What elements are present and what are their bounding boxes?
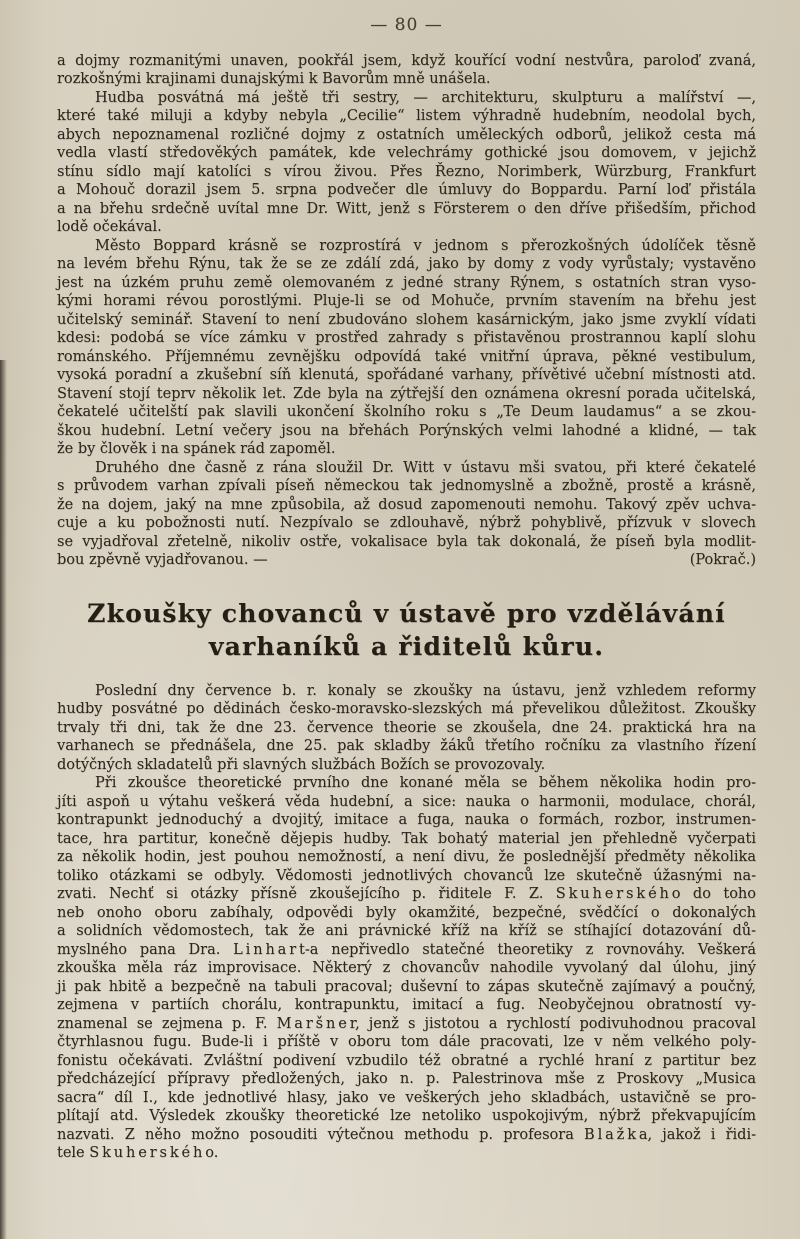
- text-line: na levém břehu Rýnu, tak že se ze zdálí zdá, jako by domy z vody vyrůstaly; vystavěno: [57, 256, 756, 272]
- text-line: vysoká poradní a zkušební síň klenutá, spořádané varhany, přívětivé učební místnosti atd.: [57, 367, 756, 383]
- article-title-line-2: varhaníků a řiditelů kůru.: [208, 631, 605, 661]
- text-line: a na břehu srdečně uvítal mne Dr. Witt, jenž s Försterem o den dříve přišedším, přichod: [57, 200, 756, 217]
- text-line: učitelský seminář. Stavení to není zbudováno slohem kasárnickým, jako jsme zvyklí vídati: [57, 311, 756, 328]
- text-line: Stavení stojí teprv několik let. Zde byla na zýtřejší den oznámena okresní porada učitelská,: [57, 385, 756, 402]
- text-line: ji pak hbitě a bezpečně na tabuli pracoval; duševní to zápas skutečně zajímavý a poučný,: [57, 978, 756, 995]
- text-line: fonistu očekávati. Zvláštní podivení vzbudilo též obratné a rychlé hraní z partitur bez: [57, 1052, 756, 1069]
- text-line: Hudba posvátná má ještě tři sestry, — architekturu, skulpturu a malířství —,: [95, 89, 756, 106]
- paragraph-continuation-opening: [57, 52, 756, 89]
- text-line: které také miluji a kdyby nebyla „Cecilie“ listem výhradně hudebním, neodolal bych,: [57, 108, 756, 124]
- text-line: sacra“ díl I., kde jednotlivé hlasy, jako ve veškerých jeho skladbách, ustavičně se pro-: [57, 1089, 756, 1106]
- text-line: dotýčných skladatelů při slavných službách Božích se provozovaly.: [57, 756, 546, 773]
- page-number: — 80 —: [370, 15, 443, 35]
- text-line: že na dojem, jaký na mne způsobila, až dosud zapomenouti nemohu. Takový zpěv uchva-: [57, 496, 756, 513]
- text-line: jest na úzkém pruhu země olemovaném z jedné strany Rýnem, s ostatních stran vyso-: [57, 274, 756, 291]
- text-line: předcházející přípravy předložených, jako n. p. Palestrinova mše z Proskovy „Musica: [57, 1071, 756, 1087]
- article-title-line-1: Zkoušky chovanců v ústavě pro vzdělávání: [87, 598, 726, 628]
- text-line: čekatelé učitelští pak slavili ukončení školního roku s „Te Deum laudamus“ a se zkou-: [57, 404, 756, 420]
- text-line: že by člověk i na spánek rád zapoměl.: [57, 441, 336, 457]
- text-line: trvaly tři dni, tak že dne 23. července theorie se zkoušela, dne 24. praktická hra na: [57, 719, 756, 736]
- text-line: čtyrhlasnou fugu. Bude-li i příště v oboru tom dále pracovati, lze v něm velkého poly-: [57, 1034, 756, 1050]
- paragraph-mesto-boppard: [57, 237, 756, 459]
- paragraph-hudba-posvatna: [57, 89, 756, 237]
- article-title: [57, 597, 756, 663]
- text-line: varhanech se přednášela, dne 25. pak skladby žáků třetího ročníku za vlastního řízení: [57, 738, 756, 754]
- text-line: hudby posvátné po dědinách česko-moravsko-slezských má převelikou důležitost. Zkoušky: [57, 701, 756, 717]
- text-line: a dojmy rozmanitými unaven, pookřál jsem, když kouřící vodní nestvůra, paroloď zvaná,: [57, 52, 756, 69]
- text-line: toliko otázkami se odbyly. Vědomosti jednotlivých chovanců lze skutečně úžasnými na-: [57, 867, 756, 884]
- continuation-mark: (Pokrač.): [689, 552, 756, 568]
- text-line: stínu sídlo mají katolíci s vírou živou. Přes Řezno, Norimberk, Würzburg, Frankfurt: [57, 163, 756, 180]
- text-line: tace, hra partitur, konečně dějepis hudby. Tak bohatý material jen přehledně vyčerpati: [57, 830, 756, 847]
- paragraph-final-line: [57, 551, 756, 570]
- text-line: bou zpěvně vyjadřovanou. —: [57, 552, 268, 568]
- text-line: plítají atd. Výsledek zkoušky theoretické lze netoliko uspokojivým, nýbrž překvapujícím: [57, 1108, 756, 1124]
- text-line: tele S k u h e r s k é h o.: [57, 1145, 219, 1161]
- text-line: románského. Příjemnému zevnějšku odpovídá také vnitřní úprava, pěkné vestibulum,: [57, 348, 756, 365]
- text-line: abych nepoznamenal rozličné dojmy z ostatních uměleckých odborů, jelikož cesta má: [57, 126, 756, 143]
- text-line: zejmena v partiích chorálu, kontrapunktu, imitací a fug. Neobyčejnou obratností vy-: [57, 997, 756, 1013]
- text-line: Město Boppard krásně se rozprostírá v jednom s přerozkošných údolíček těsně: [95, 237, 756, 254]
- text-line: zvati. Nechť si otázky přísně zkoušejícího p. řiditele F. Z. S k u h e r s k é h o do toho: [57, 886, 756, 902]
- text-line: s průvodem varhan zpívali píseň německou tak jednomyslně a zbožně, prostě a krásně,: [57, 478, 756, 494]
- text-line: zkouška měla ráz improvisace. Některý z chovancův nahodile vyvolaný dal úlohu, jiný: [57, 960, 756, 976]
- text-line: Poslední dny července b. r. konaly se zkoušky na ústavu, jenž vzhledem reformy: [95, 682, 756, 699]
- text-line: za několik hodin, jest pouhou nemožností, a není divu, že poslednější předměty několika: [57, 849, 756, 865]
- text-line: lodě očekával.: [57, 219, 162, 235]
- text-line: cuje a ku pobožnosti nutí. Nezpívalo se zdlouhavě, nýbrž pohyblivě, přízvuk v slovech: [57, 515, 756, 531]
- text-line: neb onoho oboru zabíhaly, odpovědi byly okamžité, bezpečné, svědčící o dokonalých: [57, 904, 756, 921]
- paragraph-posledni-dny: [57, 682, 756, 775]
- text-line: Při zkoušce theoretické prvního dne konané měla se během několika hodin pro-: [95, 775, 756, 791]
- paragraph-pri-zkousce: [57, 774, 756, 1163]
- text-line: škou hudební. Letní večery jsou na břehách Porýnských velmi lahodné a klidné, — tak: [57, 422, 756, 439]
- text-line: nazvati. Z něho možno posouditi výtečnou methodu p. profesora B l a ž k a, jakož i řidi-: [57, 1126, 756, 1143]
- text-line: znamenal se zejmena p. F. M a r š n e r, jenž s jistotou a rychlostí podivuhodnou pracoval: [57, 1015, 756, 1032]
- text-line: se vyjadřoval zřetelně, nikoliv ostře, vokalisace byla tak dokonalá, že píseň byla modlit-: [57, 533, 756, 550]
- text-line: a solidních vědomostech, tak že ani právnické kříž na kříž se stíhající dotazování dů-: [57, 923, 756, 939]
- text-line: vedla vlastí středověkých památek, kde velechrámy gothické jsou domovem, v jejichž: [57, 145, 756, 161]
- text-line: jíti aspoň u výtahu veškerá věda hudební, a sice: nauka o harmonii, modulace, chorál,: [57, 793, 756, 810]
- text-line: kými horami révou porostlými. Pluje-li se od Mohuče, prvním stavením na břehu jest: [57, 293, 756, 309]
- paragraph-druheho-dne: [57, 459, 756, 552]
- text-line: kdesi: podobá se více zámku v prostřed zahrady s přistavěnou prostrannou kaplí slohu: [57, 330, 756, 346]
- text-line: myslného pana Dra. L i n h a r t-a nepřivedlo statečné theoretiky z rovnováhy. Veškerá: [57, 941, 756, 958]
- text-line: kontrapunkt jednoduchý a dvojitý, imitace a fuga, nauka o formách, rozbor, instrumen-: [57, 812, 756, 828]
- text-line: Druhého dne časně z rána sloužil Dr. Witt v ústavu mši svatou, při které čekatelé: [95, 459, 756, 476]
- text-line: a Mohouč dorazil jsem 5. srpna podvečer dle úmluvy do Boppardu. Parní loď přistála: [57, 182, 756, 198]
- text-line: rozkošnými krajinami dunajskými k Bavorům mně unášela.: [57, 71, 491, 87]
